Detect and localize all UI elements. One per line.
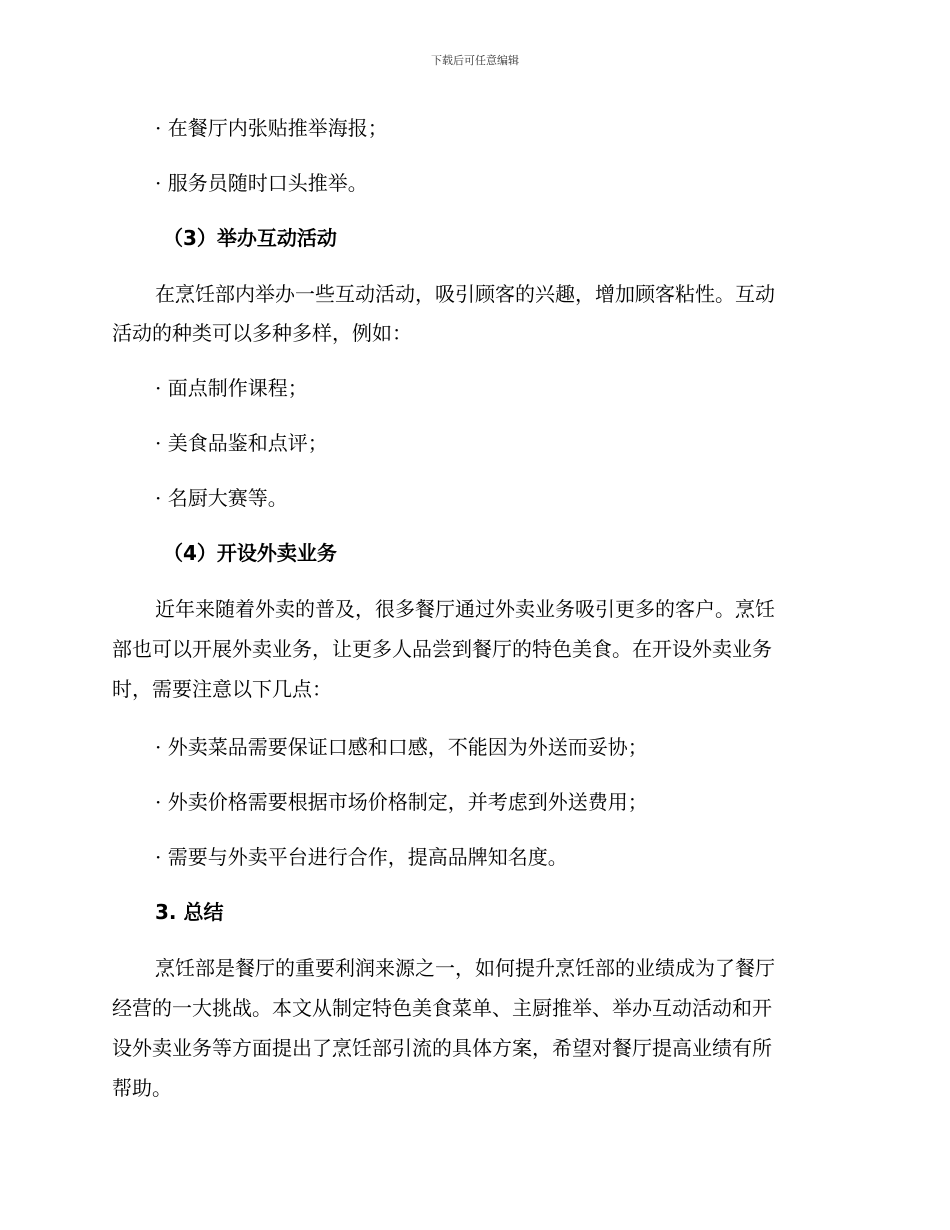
- paragraph-line: 经营的一大挑战。本文从制定特色美食菜单、主厨推举、举办互动活动和开: [112, 996, 772, 1020]
- paragraph-line: 时，需要注意以下几点：: [112, 677, 332, 701]
- paragraph-line: 活动的种类可以多种多样，例如：: [112, 321, 412, 345]
- bullet-contest: · 名厨大赛等。: [155, 486, 288, 510]
- bullet-quality: · 外卖菜品需要保证口感和口感，不能因为外送而妥协；: [155, 735, 648, 759]
- section-heading-4: （4）开设外卖业务: [163, 541, 337, 565]
- section-heading-summary: 3. 总结: [155, 900, 224, 924]
- paragraph-line: 帮助。: [112, 1076, 172, 1100]
- bullet-poster: · 在餐厅内张贴推举海报；: [155, 116, 388, 140]
- paragraph-line: 近年来随着外卖的普及，很多餐厅通过外卖业务吸引更多的客户。烹饪: [155, 597, 775, 621]
- bullet-course: · 面点制作课程；: [155, 376, 308, 400]
- paragraph-line: 在烹饪部内举办一些互动活动，吸引顾客的兴趣，增加顾客粘性。互动: [155, 282, 775, 306]
- paragraph-line: 烹饪部是餐厅的重要利润来源之一，如何提升烹饪部的业绩成为了餐厅: [155, 956, 775, 980]
- bullet-pricing: · 外卖价格需要根据市场价格制定，并考虑到外送费用；: [155, 790, 648, 814]
- bullet-verbal: · 服务员随时口头推举。: [155, 171, 368, 195]
- bullet-tasting: · 美食品鉴和点评；: [155, 431, 328, 455]
- paragraph-line: 设外卖业务等方面提出了烹饪部引流的具体方案，希望对餐厅提高业绩有所: [112, 1036, 772, 1060]
- bullet-platform: · 需要与外卖平台进行合作，提高品牌知名度。: [155, 845, 568, 869]
- page-header: 下载后可任意编辑: [431, 54, 519, 67]
- paragraph-line: 部也可以开展外卖业务，让更多人品尝到餐厅的特色美食。在开设外卖业务: [112, 637, 772, 661]
- section-heading-3: （3）举办互动活动: [163, 226, 337, 250]
